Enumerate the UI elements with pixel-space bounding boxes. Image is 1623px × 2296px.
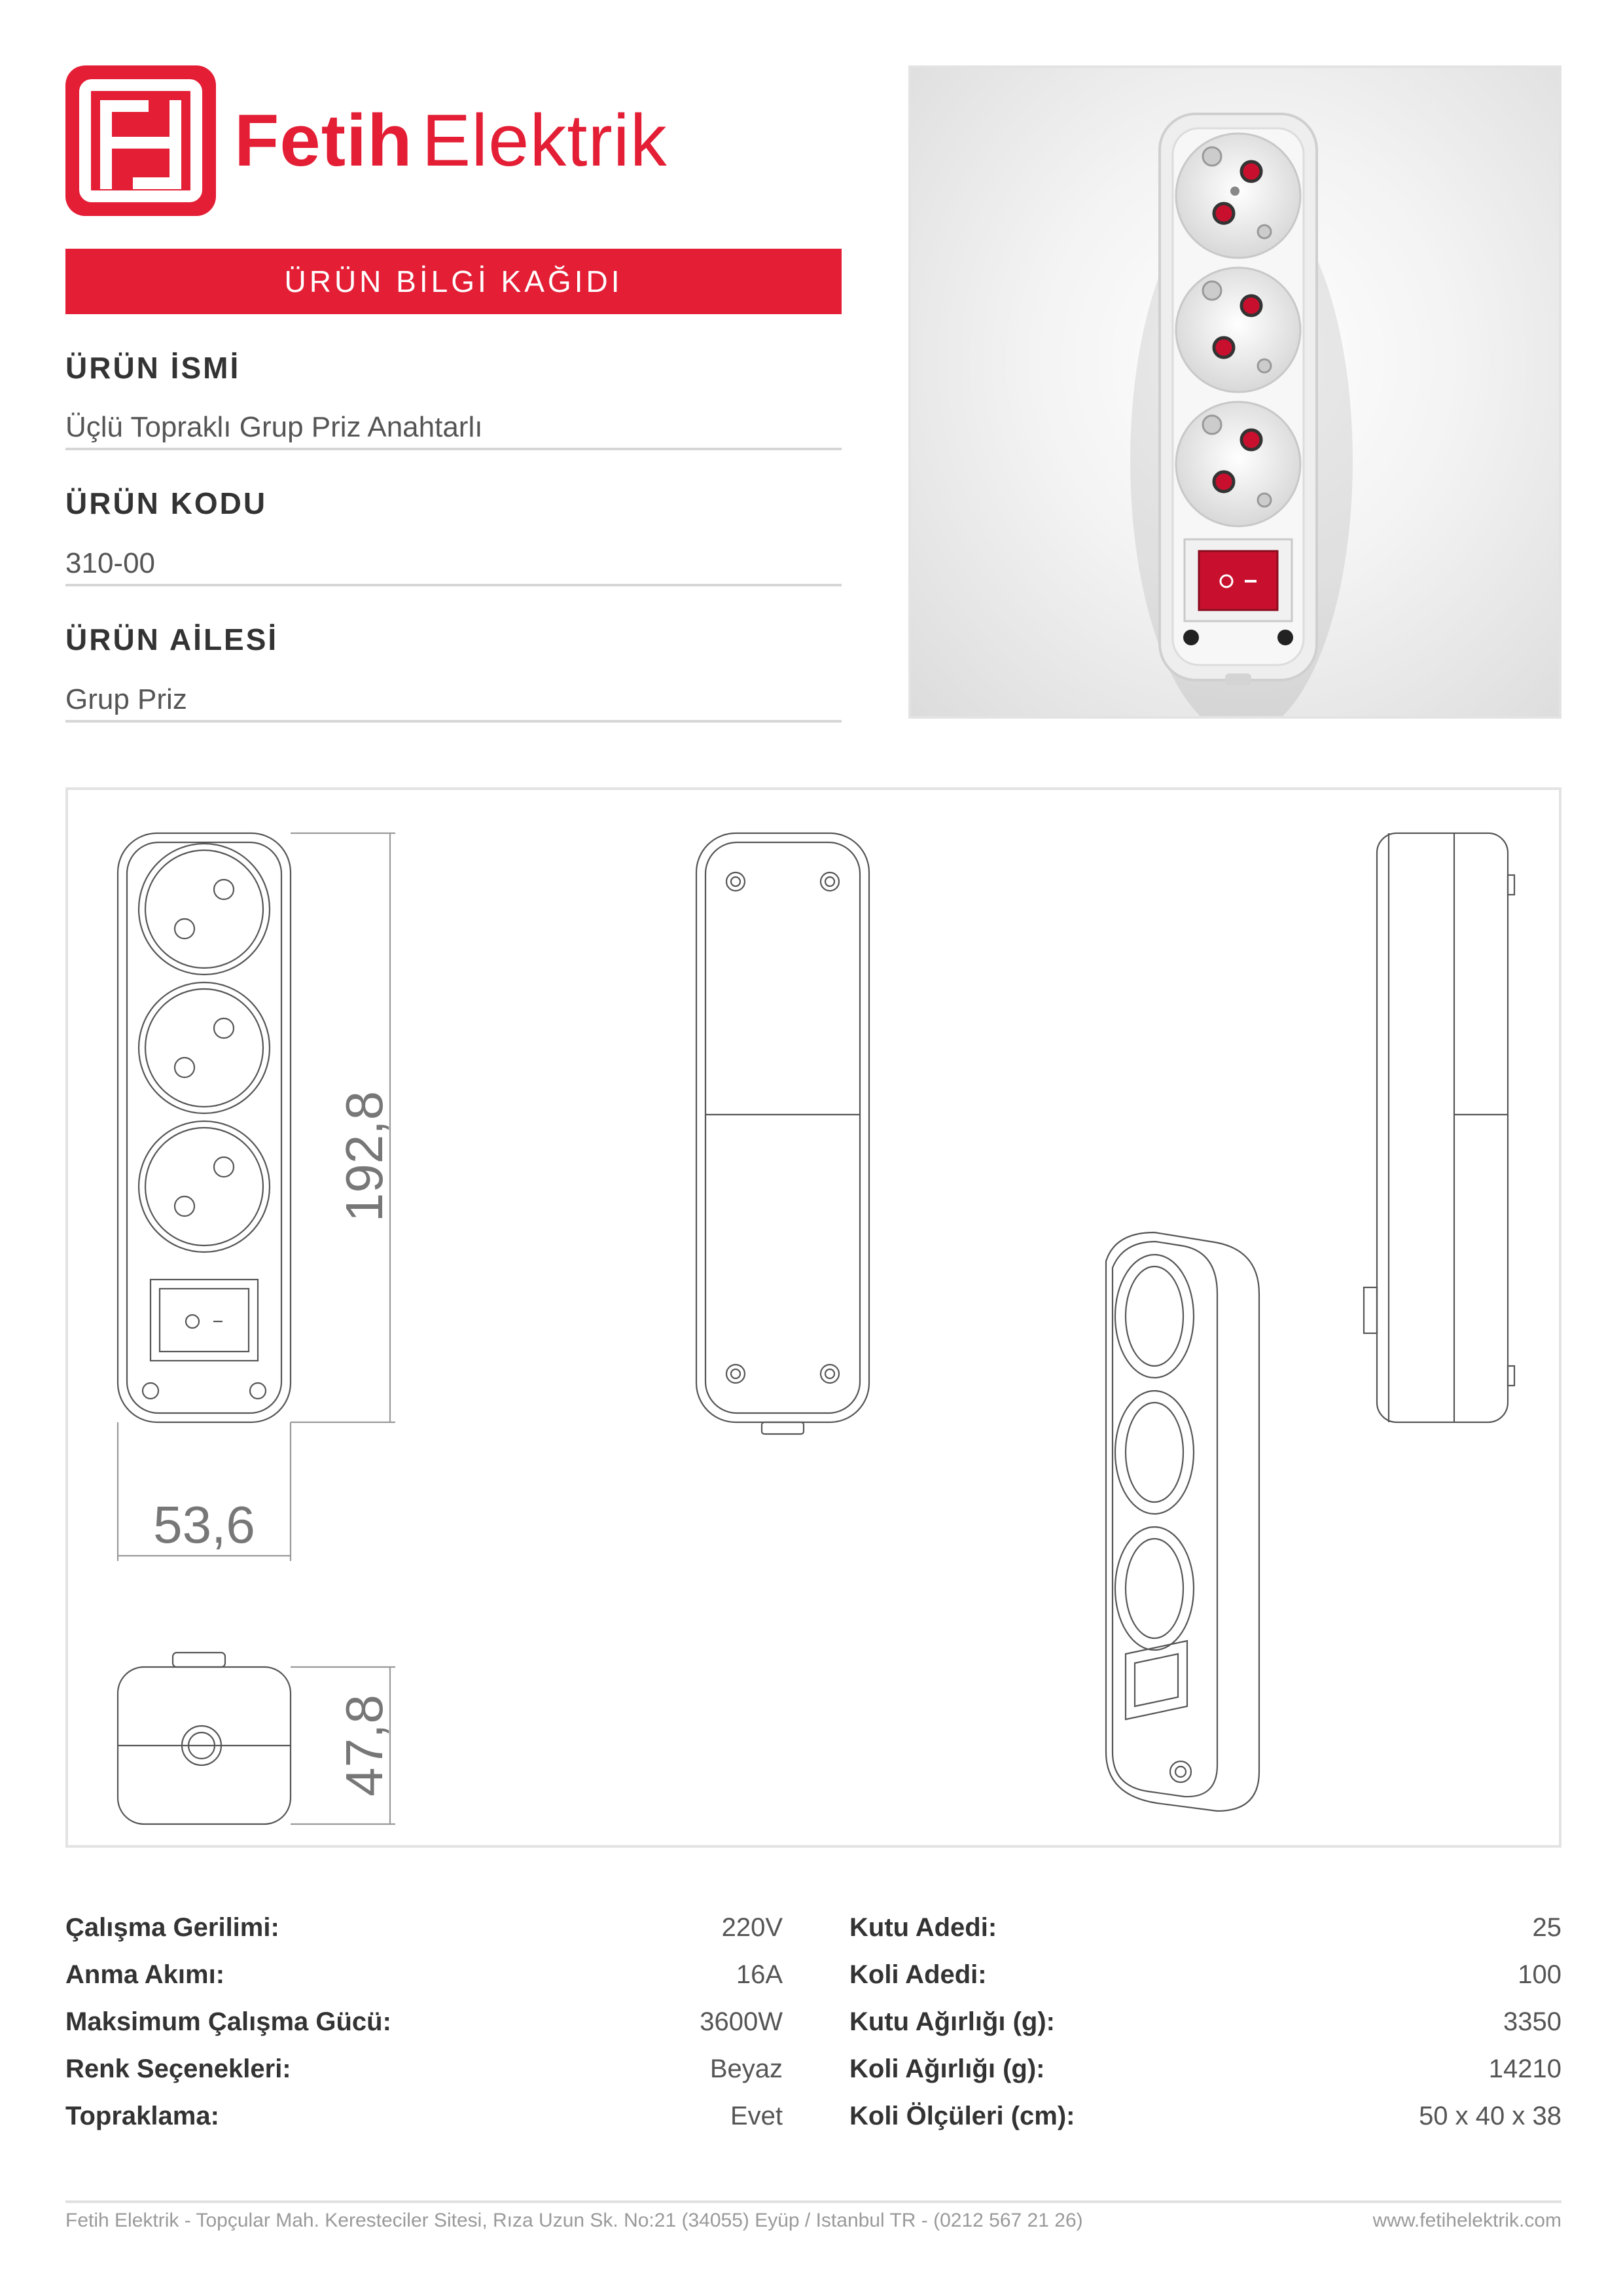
dim-height-label: 47,8	[335, 1695, 393, 1797]
spec-value: 100	[1518, 1960, 1561, 1989]
spec-value: 50 x 40 x 38	[1419, 2102, 1561, 2130]
divider	[65, 448, 842, 450]
footer-website-link[interactable]: www.fetihelektrik.com	[1372, 2210, 1561, 2231]
spec-label: Koli Adedi:	[849, 1960, 987, 1989]
spec-label: Kutu Adedi:	[849, 1913, 997, 1942]
product-photo	[908, 65, 1561, 719]
product-code-label: ÜRÜN KODU	[65, 486, 268, 520]
spec-label: Maksimum Çalışma Gücü:	[65, 2007, 391, 2036]
divider	[65, 584, 842, 586]
brand-name	[234, 98, 668, 183]
spec-label: Topraklama:	[65, 2102, 219, 2130]
spec-value: 14210	[1488, 2054, 1561, 2083]
product-name-label: ÜRÜN İSMİ	[65, 351, 241, 385]
spec-value: Beyaz	[709, 2054, 783, 2083]
dim-width-label: 53,6	[153, 1496, 255, 1554]
spec-label: Kutu Ağırlığı (g):	[849, 2007, 1055, 2036]
spec-value: 25	[1532, 1913, 1561, 1942]
divider	[65, 720, 842, 723]
power-strip-render-icon	[911, 68, 1559, 716]
spec-label: Koli Ağırlığı (g):	[849, 2054, 1045, 2083]
spec-label: Koli Ölçüleri (cm):	[849, 2102, 1075, 2130]
technical-drawing-frame	[65, 787, 1561, 1848]
product-family-value: Grup Priz	[65, 683, 187, 715]
spec-value: 3600W	[700, 2007, 783, 2036]
spec-label: Anma Akımı:	[65, 1960, 225, 1989]
product-name-value: Üçlü Topraklı Grup Priz Anahtarlı	[65, 411, 483, 443]
footer-address: Fetih Elektrik - Topçular Mah. Keresteciler Sitesi, Rıza Uzun Sk. No:21 (34055) Eyüp / Istanbul TR - (0212 567 21 26)	[65, 2210, 1083, 2231]
spec-label: Renk Seçenekleri:	[65, 2054, 291, 2083]
spec-value: 3350	[1503, 2007, 1561, 2036]
spec-value: Evet	[730, 2102, 783, 2130]
technical-drawing-icon	[68, 790, 1559, 1845]
product-family-label: ÜRÜN AİLESİ	[65, 622, 279, 656]
spec-label: Çalışma Gerilimi:	[65, 1913, 279, 1942]
brand-logo-icon	[65, 65, 216, 216]
footer-divider	[65, 2200, 1561, 2203]
spec-value: 220V	[721, 1913, 783, 1942]
spec-value: 16A	[736, 1960, 783, 1989]
brand-name-light: Elektrik	[421, 99, 668, 181]
dim-length-label: 192,8	[335, 1090, 393, 1223]
brand-name-bold: Fetih	[234, 99, 413, 181]
document-title-banner: ÜRÜN BİLGİ KAĞIDI	[65, 249, 842, 314]
product-code-value: 310-00	[65, 547, 156, 579]
